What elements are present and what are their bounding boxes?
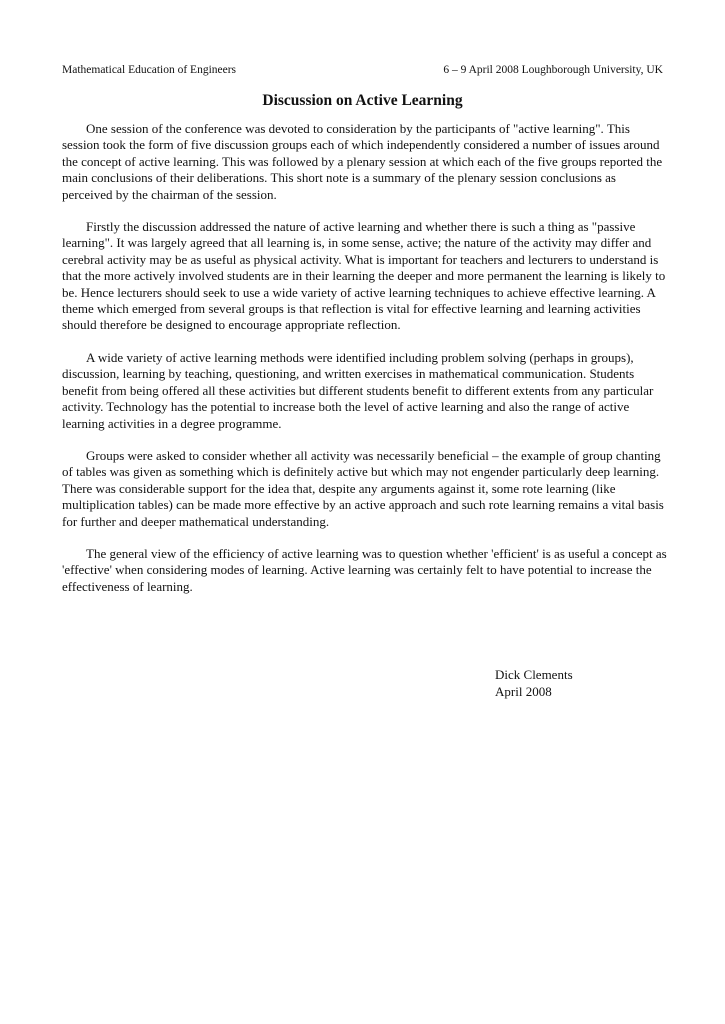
signature-date: April 2008 (495, 684, 552, 699)
header-conference-info: 6 – 9 April 2008 Loughborough University, UK (443, 64, 663, 76)
header-journal-title: Mathematical Education of Engineers (62, 64, 237, 76)
document-title: Discussion on Active Learning (262, 92, 463, 109)
document-body (62, 121, 667, 611)
paragraph: One session of the conference was devoted to consideration by the participants of "active learning". This session took the form of five discussion groups each of which independently considered a number of issues around the concept of active learning. This was followed by a plenary session at which each of the five groups reported the main conclusions of their deliberations. This short note is a summary of the plenary session conclusions as perceived by the chairman of the session. (62, 121, 663, 202)
paragraph: Groups were asked to consider whether all activity was necessarily beneficial – the example of group chanting of tables was given as something which is definitely active but which may not engender particularly deep learning. There was considerable support for the idea that, despite any arguments against it, some rote learning (like multiplication tables) can be made more effective by an active approach and such rote learning remains a vital basis for further and deeper mathematical understanding. (62, 447, 664, 529)
running-header (62, 62, 663, 78)
author-name: Dick Clements (495, 667, 573, 682)
paragraph: The general view of the efficiency of active learning was to question whether 'efficient' is as useful a concept as 'effective' when considering modes of learning. Active learning was certainly felt to have potential to increase the effectiveness of learning. (62, 545, 667, 594)
paragraph: Firstly the discussion addressed the nature of active learning and whether there is such a thing as "passive learning". It was largely agreed that all learning is, in some sense, active; the nature of the activity may differ and cerebral activity may be as useful as physical activity. What is important for teachers and lecturers to understand is that the more actively involved students are in their learning the deeper and more permanent the learning is likely to be. Hence lecturers should seek to use a wide variety of active learning techniques to achieve effective learning. A theme which emerged from several groups is that reflection is vital for effective learning and learning activities should therefore be designed to encourage appropriate reflection. (62, 219, 666, 333)
paragraph: A wide variety of active learning methods were identified including problem solving (perhaps in groups), discussion, learning by teaching, questioning, and written exercises in mathematical communication. Students benefit from being offered all these activities but different students benefit to different extents from any particular activity. Technology has the potential to increase both the level of active learning and also the range of active learning activities in a degree programme. (62, 349, 654, 431)
signature-block (495, 666, 573, 700)
